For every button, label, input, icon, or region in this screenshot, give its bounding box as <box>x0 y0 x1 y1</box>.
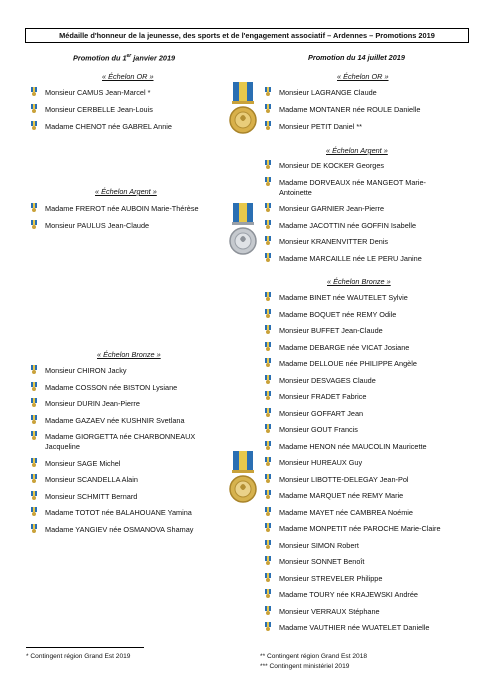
medal-ribbon-icon <box>265 622 271 632</box>
list-item: Monsieur FRADET Fabrice <box>279 392 367 401</box>
list-item: Monsieur SIMON Robert <box>279 540 359 550</box>
silver-medal-icon <box>229 203 257 259</box>
medal-ribbon-icon <box>265 309 271 319</box>
list-item: Monsieur SAGE Michel <box>45 458 121 468</box>
medal-ribbon-icon <box>31 491 37 501</box>
list-item: Madame MARQUET née REMY Marie <box>279 491 404 500</box>
list-item: Monsieur CHIRON Jacky <box>45 366 127 375</box>
medal-ribbon-icon <box>265 606 271 616</box>
list-item: Monsieur GOFFART Jean <box>279 408 364 418</box>
list-item: Monsieur HUREAUX Guy <box>279 458 363 467</box>
medal-ribbon-icon <box>31 87 37 97</box>
medal-ribbon-icon <box>265 424 271 434</box>
medal-ribbon-icon <box>31 458 37 468</box>
medal-ribbon-icon <box>31 365 37 375</box>
medal-ribbon-icon <box>265 87 271 97</box>
list-item: Monsieur SCHMITT Bernard <box>45 491 138 501</box>
medal-ribbon-icon <box>31 203 37 213</box>
medal-ribbon-icon <box>265 220 271 230</box>
medal-ribbon-icon <box>265 408 271 418</box>
right-echelon-argent-heading: « Échelon Argent » <box>326 146 388 155</box>
list-item: Monsieur SCANDELLA Alain <box>45 475 138 484</box>
footnote-rule <box>26 647 144 648</box>
medal-ribbon-icon <box>265 104 271 114</box>
medal-ribbon-icon <box>265 556 271 566</box>
list-item: Monsieur STREVELER Philippe <box>279 573 383 583</box>
list-item: Madame TOURY née KRAJEWSKI Andrée <box>279 590 418 599</box>
list-item: Monsieur LIBOTTE-DELEGAY Jean-Pol <box>279 474 409 484</box>
list-item: Monsieur GOUT Francis <box>279 425 358 434</box>
list-item: Monsieur VERRAUX Stéphane <box>279 606 380 616</box>
list-item: Madame COSSON née BISTON Lysiane <box>45 382 178 392</box>
promotion-july-heading: Promotion du 14 juillet 2019 <box>308 53 405 62</box>
list-item: Madame MAYET née CAMBREA Noémie <box>279 507 413 517</box>
medal-ribbon-icon <box>265 490 271 500</box>
list-item: Monsieur KRANENVITTER Denis <box>279 237 389 246</box>
footnote-triple-star: *** Contingent ministériel 2019 <box>260 663 350 670</box>
medal-ribbon-icon <box>265 507 271 517</box>
medal-ribbon-icon <box>265 589 271 599</box>
list-item: Madame GIORGETTA née CHARBONNEAUX Jacqueline <box>45 432 196 451</box>
medal-ribbon-icon <box>265 160 271 170</box>
list-item: Madame DELLOUE née PHILIPPE Angèle <box>279 359 417 368</box>
medal-ribbon-icon <box>265 358 271 368</box>
list-item: Monsieur PAULUS Jean-Claude <box>45 221 150 230</box>
medal-ribbon-icon <box>265 375 271 385</box>
gold-medal-icon <box>229 82 257 138</box>
list-item: Madame BINET née WAUTELET Sylvie <box>279 293 408 302</box>
list-item: Madame FREROT née AUBOIN Marie-Thérèse <box>45 204 199 213</box>
list-item: Monsieur GARNIER Jean-Pierre <box>279 204 385 213</box>
medal-ribbon-icon <box>265 457 271 467</box>
list-item: Madame BOQUET née REMY Odile <box>279 309 397 319</box>
medal-ribbon-icon <box>265 474 271 484</box>
right-echelon-or-heading: « Échelon OR » <box>337 72 389 81</box>
medal-ribbon-icon <box>31 382 37 392</box>
medal-ribbon-icon <box>265 441 271 451</box>
list-item: Madame DORVEAUX née MANGEOT Marie-Antoinette <box>279 177 426 197</box>
list-item: Monsieur SONNET Benoît <box>279 557 365 566</box>
document-title: Médaille d'honneur de la jeunesse, des sports et de l'engagement associatif – Ardennes – Promotions 2019 <box>25 28 469 43</box>
medal-ribbon-icon <box>31 104 37 114</box>
list-item: Madame DEBARGE née VICAT Josiane <box>279 342 410 352</box>
medal-ribbon-icon <box>265 121 271 131</box>
list-item: Madame YANGIEV née OSMANOVA Shamay <box>45 524 194 534</box>
promotion-january-heading: Promotion du 1er janvier 2019 <box>73 53 176 63</box>
left-echelon-argent-heading: « Échelon Argent » <box>95 187 157 196</box>
list-item: Madame GAZAEV née KUSHNIR Svetlana <box>45 415 185 425</box>
medal-ribbon-icon <box>31 507 37 517</box>
medal-ribbon-icon <box>265 391 271 401</box>
medal-ribbon-icon <box>31 474 37 484</box>
list-item: Madame HENON née MAUCOLIN Mauricette <box>279 441 427 451</box>
medal-ribbon-icon <box>265 236 271 246</box>
right-echelon-bronze-heading: « Échelon Bronze » <box>327 277 391 286</box>
medal-ribbon-icon <box>265 325 271 335</box>
list-item: Monsieur PETIT Daniel ** <box>279 122 363 131</box>
medal-ribbon-icon <box>265 203 271 213</box>
list-item: Monsieur BUFFET Jean-Claude <box>279 326 383 335</box>
list-item: Madame VAUTHIER née WUATELET Danielle <box>279 623 430 632</box>
list-item: Monsieur DESVAGES Claude <box>279 375 376 385</box>
list-item: Madame JACOTTIN née GOFFIN Isabelle <box>279 220 417 230</box>
medal-ribbon-icon <box>265 540 271 550</box>
medal-ribbon-icon <box>265 573 271 583</box>
list-item: Monsieur LAGRANGE Claude <box>279 88 377 97</box>
list-item: Madame MONPETIT née PAROCHE Marie-Claire <box>279 524 441 533</box>
list-item: Monsieur CERBELLE Jean-Louis <box>45 105 153 114</box>
medal-ribbon-icon <box>265 523 271 533</box>
medal-ribbon-icon <box>31 524 37 534</box>
medal-ribbon-icon <box>265 292 271 302</box>
list-item: Madame MARCAILLE née LE PERU Janine <box>279 253 422 263</box>
left-echelon-or-heading: « Échelon OR » <box>102 72 154 81</box>
list-item: Madame TOTOT née BALAHOUANE Yamina <box>45 508 192 517</box>
left-echelon-bronze-heading: « Échelon Bronze » <box>97 350 161 359</box>
bronze-medal-icon <box>229 451 257 507</box>
medal-ribbon-icon <box>31 431 37 441</box>
list-item: Madame CHENOT née GABREL Annie <box>45 122 172 131</box>
medal-ribbon-icon <box>265 177 271 187</box>
list-item: Monsieur DE KOCKER Georges <box>279 161 385 170</box>
list-item: Monsieur CAMUS Jean-Marcel * <box>45 88 151 97</box>
list-item: Monsieur DURIN Jean-Pierre <box>45 399 140 408</box>
medal-ribbon-icon <box>31 220 37 230</box>
medal-ribbon-icon <box>31 121 37 131</box>
medal-ribbon-icon <box>265 342 271 352</box>
footnote-star: * Contingent région Grand Est 2019 <box>26 653 131 660</box>
medal-ribbon-icon <box>31 398 37 408</box>
footnote-double-star: ** Contingent région Grand Est 2018 <box>260 653 368 660</box>
medal-ribbon-icon <box>31 415 37 425</box>
list-item: Madame MONTANER née ROULE Danielle <box>279 105 421 114</box>
medal-ribbon-icon <box>265 253 271 263</box>
